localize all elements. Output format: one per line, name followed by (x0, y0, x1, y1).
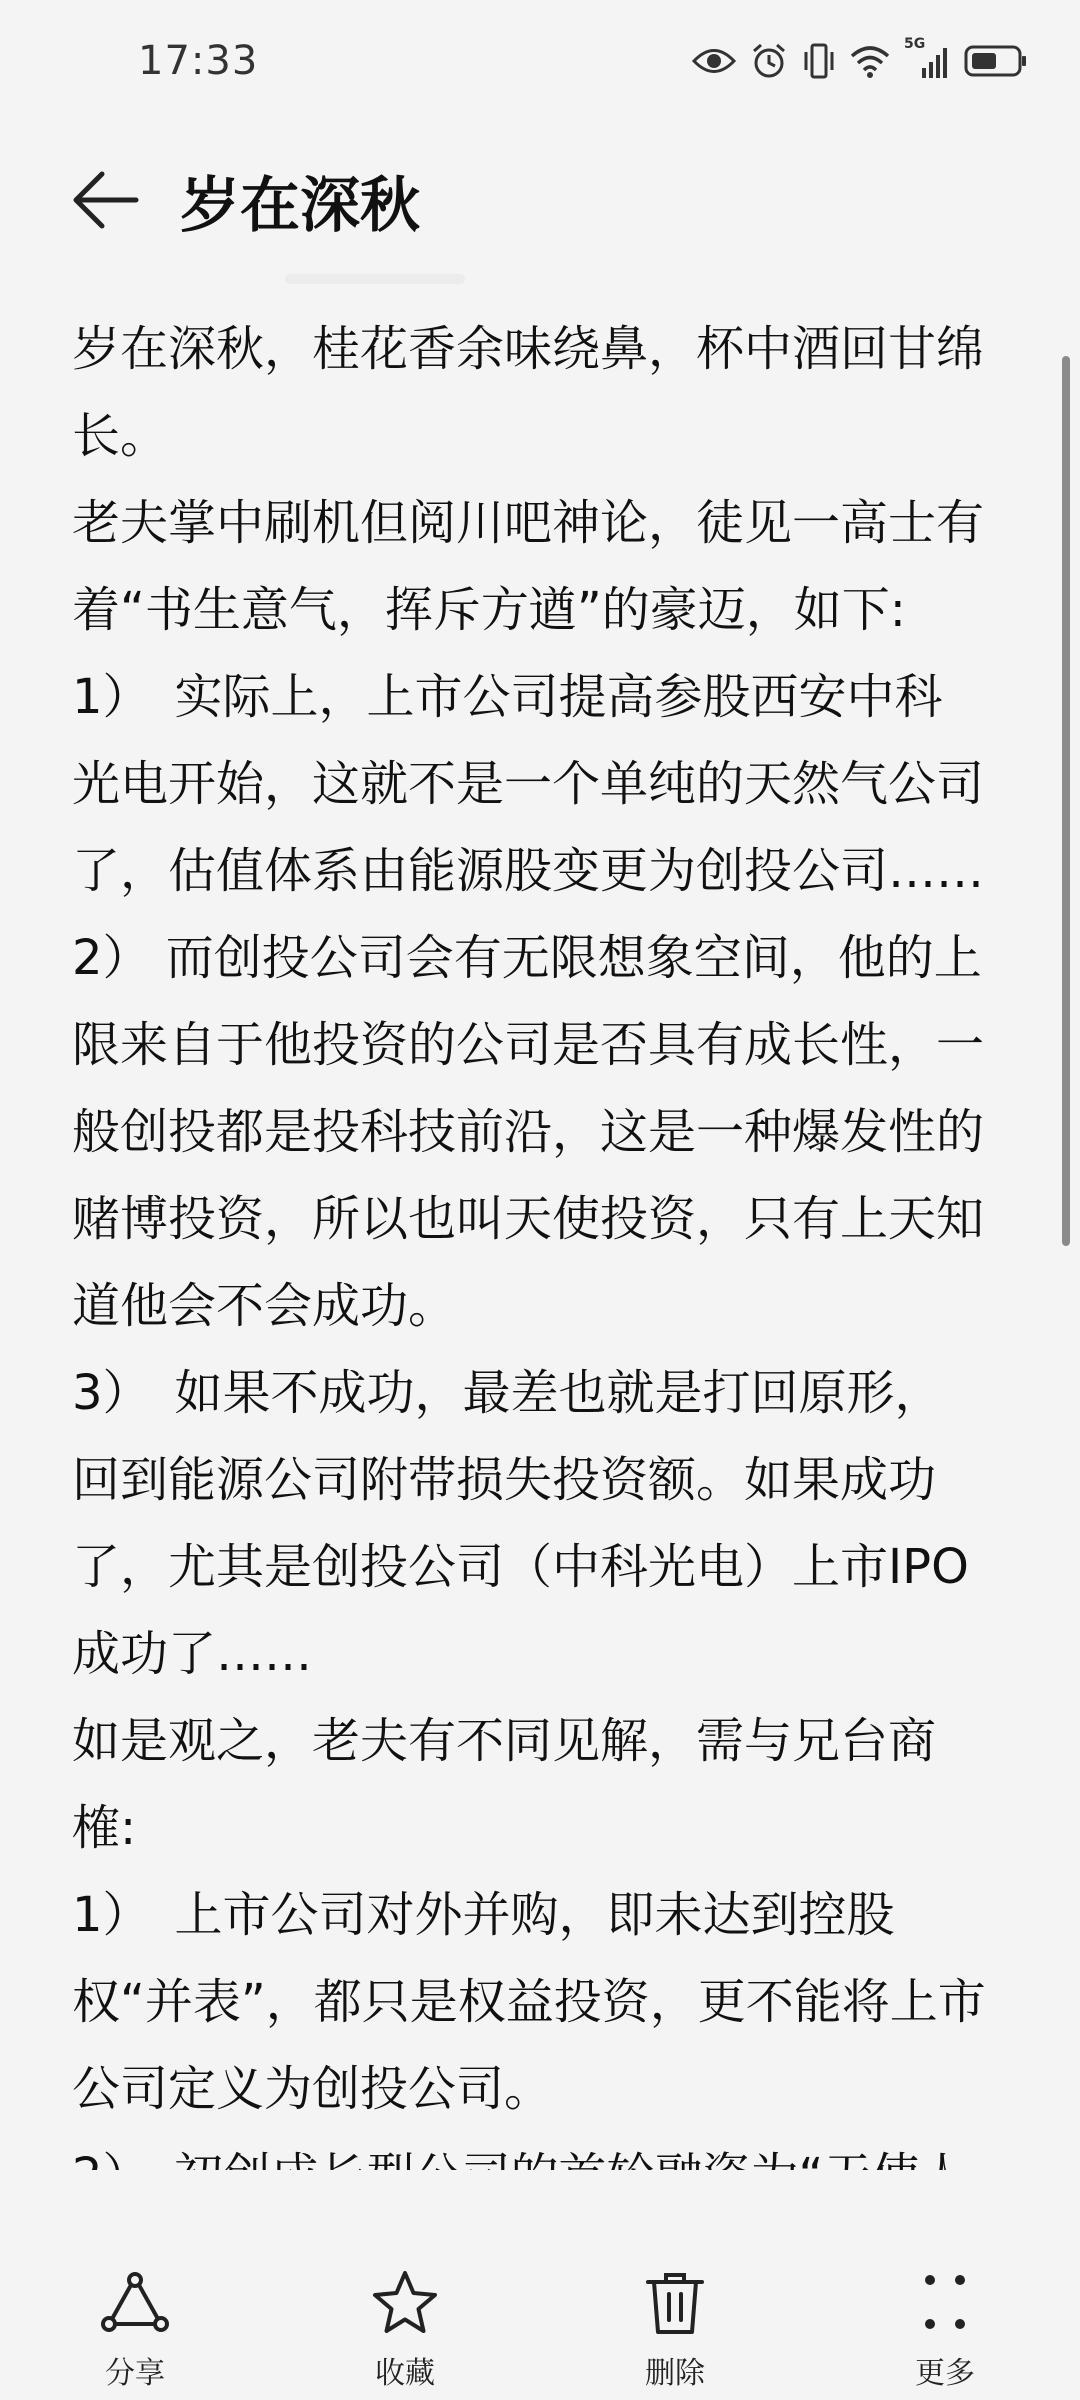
trash-icon (640, 2268, 710, 2338)
vibrate-icon (802, 42, 836, 80)
header (0, 130, 1080, 270)
wifi-icon (850, 44, 890, 78)
signal-5g-icon (904, 36, 950, 80)
eye-icon (692, 46, 736, 76)
delete-button[interactable] (540, 2240, 810, 2400)
paragraph: 1） 实际上，上市公司提高参股西安中科光电开始，这就不是一个单纯的天然气公司了，估值体系由能源股变更为创投公司…… (72, 669, 985, 899)
paragraph: 1） 上市公司对外并购，即未达到控股权“并表”，都只是权益投资，更不能将上市公司定义为创投公司。 (72, 1887, 986, 2117)
paragraph: 2） 而创投公司会有无限想象空间，他的上限来自于他投资的公司是否具有成长性，一般创投都是投科技前沿，这是一种爆发性的赌博投资，所以也叫天使投资，只有上天知道他会不会成功。 (72, 930, 985, 1334)
more-label: 更多 (915, 2356, 975, 2391)
paragraph: 3） 如果不成功，最差也就是打回原形，回到能源公司附带损失投资额。如果成功了，尤其是创投公司（中科光电）上市IPO成功了…… (72, 1365, 969, 1682)
share-label: 分享 (105, 2356, 165, 2391)
scrollbar[interactable] (1062, 356, 1070, 1246)
status-bar (0, 0, 1080, 130)
share-button[interactable] (0, 2240, 270, 2400)
share-icon (100, 2268, 170, 2338)
favorite-button[interactable] (270, 2240, 540, 2400)
header-divider (285, 274, 465, 284)
back-button[interactable] (66, 160, 146, 240)
alarm-icon (750, 42, 788, 80)
paragraph: 如是观之，老夫有不同见解，需与兄台商榷: (72, 1713, 937, 1856)
paragraph: 岁在深秋，桂花香余味绕鼻，杯中酒回甘绵长。 (72, 321, 985, 464)
more-icon (910, 2268, 980, 2338)
star-icon (370, 2268, 440, 2338)
arrow-left-icon (66, 225, 146, 244)
bottom-toolbar (0, 2240, 1080, 2400)
signal-label: 5G (904, 36, 926, 52)
delete-label: 删除 (645, 2356, 705, 2391)
page-title: 岁在深秋 (180, 171, 420, 241)
paragraph: 老夫掌中刷机但阅川吧神论，徒见一高士有着“书生意气，挥斥方遒”的豪迈，如下: (72, 495, 985, 638)
note-content[interactable] (72, 306, 990, 2220)
status-time: 17:33 (138, 38, 259, 84)
favorite-label: 收藏 (375, 2356, 435, 2391)
more-button[interactable] (810, 2240, 1080, 2400)
status-icons (692, 36, 1028, 80)
battery-icon (964, 44, 1028, 78)
